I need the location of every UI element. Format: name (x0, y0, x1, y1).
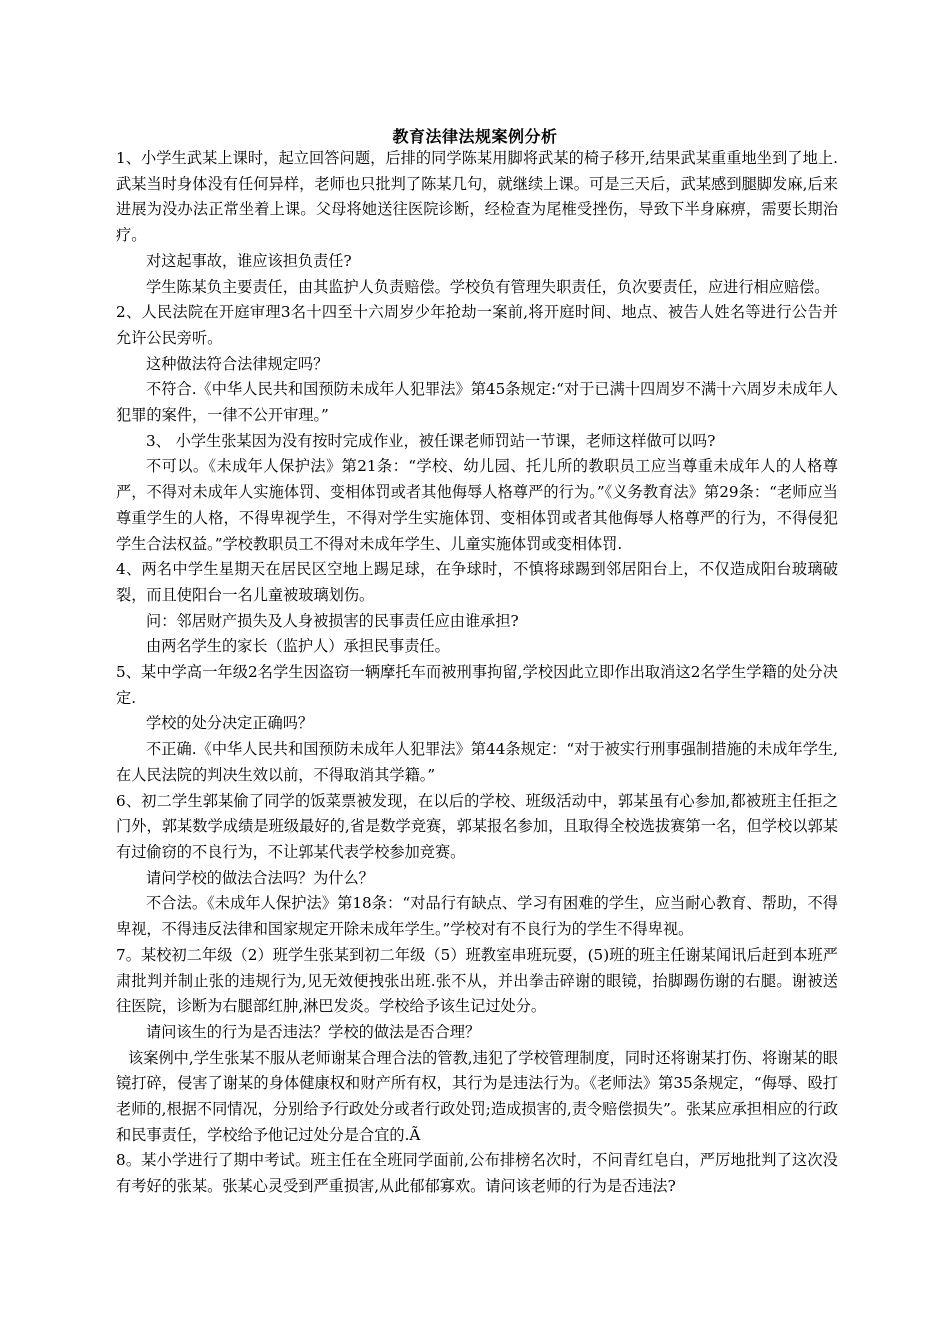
body-paragraph: 问：邻居财产损失及人身被损害的民事责任应由谁承担? (146, 611, 519, 630)
body-paragraph: 该案例中,学生张某不服从老师谢某合理合法的管教,违犯了学校管理制度，同时还将谢某打伤、将谢某的眼镜打碎，侵害了谢某的身体健康权和财产所有权，其行为是违法行为。《老师法》第35条规定，“侮辱、殴打老师的,根据不同情况，分别给予行政处分或者行政处罚;造成损害的,责令赔偿损失”。张某应承担相应的行政和民事责任，学校给予他记过处分是合宜的.Ã (116, 1048, 838, 1144)
body-paragraph: 不正确.《中华人民共和国预防未成年人犯罪法》第44条规定：“对于被实行刑事强制措施的未成年学生,在人民法院的判决生效以前，不得取消其学籍。” (116, 740, 838, 784)
body-paragraph: 学校的处分决定正确吗？ (146, 714, 314, 733)
case-question-paragraph: 5、某中学高一年级2名学生因盗窃一辆摩托车而被刑事拘留,学校因此立即作出取消这2名学生学籍的处分决定. (116, 663, 838, 707)
body-paragraph: 请问该生的行为是否违法？学校的做法是否合理？ (146, 1022, 481, 1041)
body-paragraph: 对这起事故，谁应该担负责任? (146, 251, 352, 270)
document-title: 教育法律法规案例分析 (392, 127, 558, 146)
case-question-paragraph: 1、小学生武某上课时，起立回答问题，后排的同学陈某用脚将武某的椅子移开,结果武某重重地坐到了地上.武某当时身体没有任何异样，老师也只批判了陈某几句，就继续上课。可是三天后，武某感到腿脚发麻,后来进展为没办法正常坐着上课。父母将她送往医院诊断，经检查为尾椎受挫伤，导致下半身麻痹，需要长期治疗。 (116, 149, 838, 245)
document-body (116, 146, 838, 1200)
case-question-paragraph: 4、两名中学生星期天在居民区空地上踢足球，在争球时，不慎将球踢到邻居阳台上，不仅造成阳台玻璃破裂，而且使阳台一名儿童被玻璃划伤。 (116, 560, 838, 604)
case-question-paragraph: 7。某校初二年级（2）班学生张某到初二年级（5）班教室串班玩耍，(5)班的班主任谢某闻讯后赶到本班严肃批判并制止张的违规行为,见无效便拽张出班.张不从，并出拳击碎谢的眼镜，抬脚踢伤谢的右腿。谢被送往医院，诊断为右腿部红肿,淋巴发炎。学校给予该生记过处分。 (116, 945, 838, 1016)
case-question-paragraph: 2、人民法院在开庭审理3名十四至十六周岁少年抢劫一案前,将开庭时间、地点、被告人姓名等进行公告并允许公民旁听。 (116, 303, 838, 347)
body-paragraph: 由两名学生的家长（监护人）承担民事责任。 (146, 637, 450, 656)
body-paragraph: 学生陈某负主要责任，由其监护人负责赔偿。学校负有管理失职责任，负次要责任，应进行相应赔偿。 (146, 277, 830, 296)
case-question-paragraph: 8。某小学进行了期中考试。班主任在全班同学面前,公布排榜名次时，不问青红皂白，严厉地批判了这次没有考好的张某。张某心灵受到严重损害,从此郁郁寡欢。请问该老师的行为是否违法? (116, 1151, 838, 1196)
body-paragraph: 请问学校的做法合法吗？为什么？ (146, 868, 374, 887)
body-paragraph: 这种做法符合法律规定吗？ (146, 354, 329, 373)
body-paragraph: 不符合.《中华人民共和国预防未成年人犯罪法》第45条规定:“对于已满十四周岁不满十六周岁未成年人犯罪的案件，一律不公开审理。” (116, 380, 838, 425)
body-paragraph: 3、 小学生张某因为没有按时完成作业，被任课老师罚站一节课，老师这样做可以吗? (146, 431, 716, 450)
body-paragraph: 不可以。《未成年人保护法》第21条：“学校、幼儿园、托儿所的教职员工应当尊重未成年人的人格尊严，不得对未成年人实施体罚、变相体罚或者其他侮辱人格尊严的行为。”《义务教育法》第29条：“老师应当尊重学生的人格，不得卑视学生，不得对学生实施体罚、变相体罚或者其他侮辱人格尊严的行为，不得侵犯学生合法权益。”学校教职员工不得对未成年学生、儿童实施体罚或变相体罚. (116, 457, 838, 553)
body-paragraph: 不合法。《未成年人保护法》第18条：“对品行有缺点、学习有困难的学生，应当耐心教育、帮助，不得卑视，不得违反法律和国家规定开除未成年学生。”学校对有不良行为的学生不得卑视。 (116, 894, 838, 939)
case-question-paragraph: 6、初二学生郭某偷了同学的饭菜票被发现，在以后的学校、班级活动中，郭某虽有心参加,都被班主任拒之门外，郭某数学成绩是班级最好的,省是数学竞赛，郭某报名参加，且取得全校选拔赛第一名，但学校以郭某有过偷窃的不良行为，不让郭某代表学校参加竞赛。 (116, 791, 838, 861)
